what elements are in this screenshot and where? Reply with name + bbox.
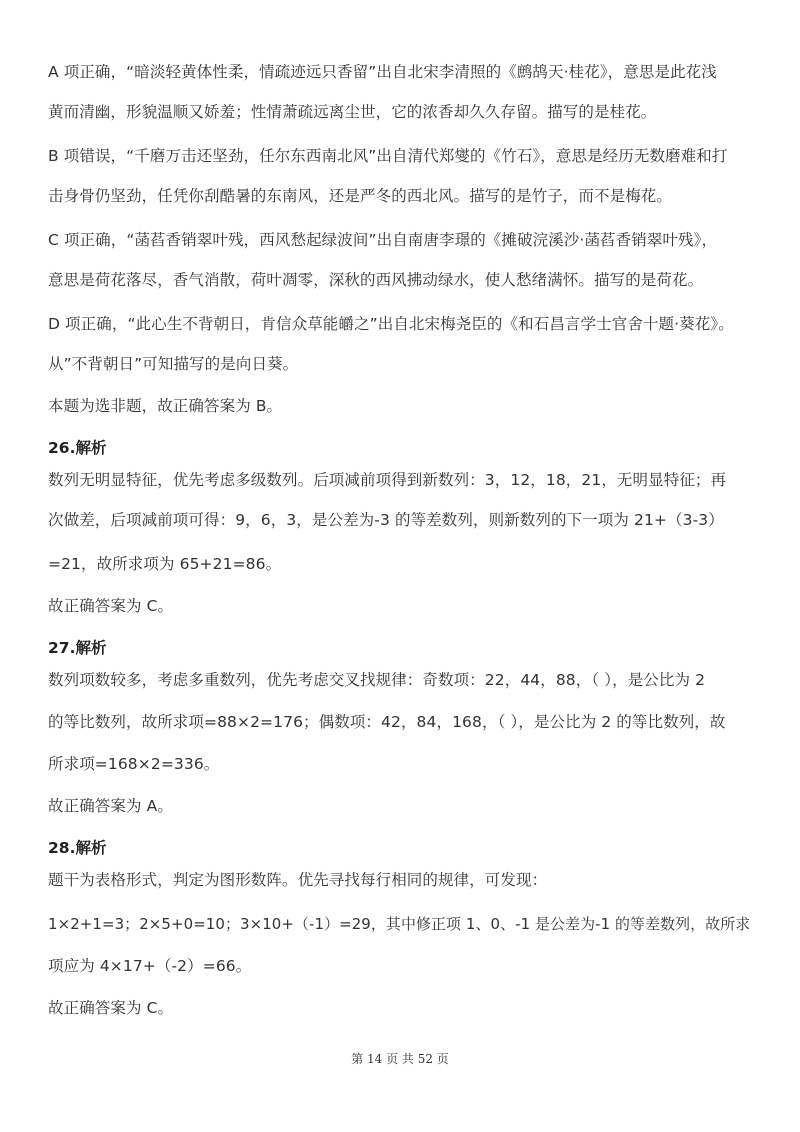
- q27-line-3: 所求项=168×2=336。: [48, 755, 220, 773]
- q26-line-1: 数列无明显特征，优先考虑多级数列。后项减前项得到新数列：3，12，18，21，无明显特征；再: [48, 471, 727, 489]
- paragraph-b-line-2: 击身骨仍坚劲，任凭你刮酷暑的东南风，还是严冬的西北风。描写的是竹子，而不是梅花。: [48, 187, 673, 205]
- q28-line-2: 1×2+1=3；2×5+0=10；3×10+（-1）=29，其中修正项 1、0、-1 是公差为-1 的等差数列，故所求: [48, 915, 751, 933]
- q26-line-3: =21，故所求项为 65+21=86。: [48, 555, 282, 573]
- q27-answer: 故正确答案为 A。: [48, 797, 173, 815]
- q27-heading: 27.解析: [48, 639, 107, 657]
- q28-line-3: 项应为 4×17+（-2）=66。: [48, 957, 252, 975]
- page-number-footer: 第 14 页 共 52 页: [351, 1052, 449, 1066]
- q26-line-2: 次做差，后项减前项可得：9，6，3，是公差为-3 的等差数列，则新数列的下一项为 21+（3-3）: [48, 511, 724, 529]
- document-page: [48, 0, 754, 1132]
- paragraph-c-line-1: C 项正确，“菡萏香销翠叶残，西风愁起绿波间”出自南唐李璟的《摊破浣溪沙·菡萏香销翠叶残》，: [48, 231, 718, 249]
- paragraph-c-line-2: 意思是荷花落尽，香气消散，荷叶凋零，深秋的西风拂动绿水，使人愁绪满怀。描写的是荷花。: [48, 271, 704, 289]
- paragraph-b-line-1: B 项错误，“千磨万击还坚劲，任尔东西南北风”出自清代郑燮的《竹石》，意思是经历无数磨难和打: [48, 147, 728, 165]
- q26-heading: 26.解析: [48, 439, 107, 457]
- paragraph-d-line-1: D 项正确，“此心生不背朝日，肯信众草能皭之”出自北宋梅尧臣的《和石昌言学士官舍十题·葵花》。: [48, 315, 734, 333]
- q27-line-1: 数列项数较多，考虑多重数列，优先考虑交叉找规律：奇数项：22，44，88，（ ），是公比为 2: [48, 671, 706, 689]
- q25-conclusion: 本题为选非题，故正确答案为 B。: [48, 397, 283, 415]
- q28-line-1: 题干为表格形式，判定为图形数阵。优先寻找每行相同的规律，可发现：: [48, 871, 548, 889]
- q28-answer: 故正确答案为 C。: [48, 999, 174, 1017]
- q27-line-2: 的等比数列，故所求项=88×2=176；偶数项：42，84，168，（ ），是公比为 2 的等比数列，故: [48, 713, 726, 731]
- q28-heading: 28.解析: [48, 839, 107, 857]
- paragraph-a-line-2: 黄而清幽，形貌温顺又娇羞；性情萧疏远离尘世，它的浓香却久久存留。描写的是桂花。: [48, 103, 657, 121]
- paragraph-d-line-2: 从”不背朝日”可知描写的是向日葵。: [48, 355, 299, 373]
- paragraph-a-line-1: A 项正确，“暗淡轻黄体性柔，情疏迹远只香留”出自北宋李清照的《鹧鸪天·桂花》，意思是此花浅: [48, 63, 717, 81]
- q26-answer: 故正确答案为 C。: [48, 597, 174, 615]
